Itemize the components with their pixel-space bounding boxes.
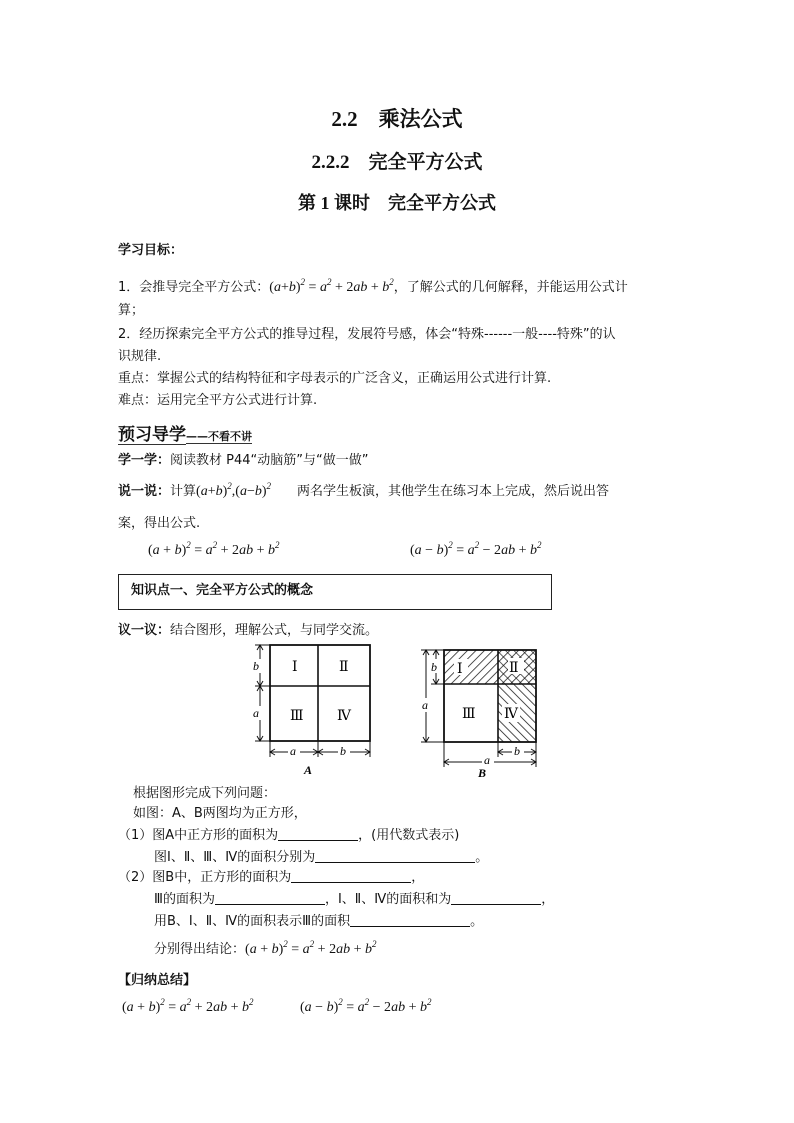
- question-1b-tail: 。: [475, 850, 489, 865]
- figure-b-region-3: Ⅲ: [462, 707, 476, 722]
- preview-subtitle: ——不看不讲: [186, 430, 252, 443]
- speak-line: [118, 481, 609, 503]
- objective-2-line2: 识规律.: [118, 349, 162, 364]
- figure-a-label-b-bottom: b: [340, 744, 346, 758]
- knowledge-box-title: 知识点一、完全平方公式的概念: [131, 583, 314, 598]
- question-2a-tail: ，: [411, 870, 425, 885]
- figure-b-label-b-bottom: b: [514, 744, 520, 758]
- preview-title: 预习导学: [118, 425, 186, 444]
- question-1a-text: （1）图A中正方形的面积为: [118, 828, 279, 843]
- objective-1-prefix: 1．会推导完全平方公式：: [118, 280, 270, 295]
- formula-sum: $(a + b)^2 = a^2 + 2ab + b^2$: [148, 540, 280, 558]
- figure-a-region-1: Ⅰ: [292, 660, 298, 675]
- figure-b-region-2: Ⅱ: [509, 661, 519, 676]
- objective-1-suffix: ，了解公式的几何解释，并能运用公式计: [393, 280, 628, 295]
- question-2a-text: （2）图B中，正方形的面积为: [118, 870, 292, 885]
- objective-1-cont: 算；: [118, 303, 145, 318]
- summary-heading: 【归纳总结】: [118, 973, 197, 988]
- difficulty: 难点：运用完全平方公式进行计算.: [118, 393, 318, 408]
- lesson-period-title: 第 1 课时 完全平方公式: [298, 193, 496, 213]
- speak-label: 说一说：: [118, 484, 171, 499]
- section-title: 2.2.2 完全平方公式: [311, 152, 483, 173]
- answer-blank-2c[interactable]: [350, 912, 470, 927]
- formula-diff: $(a - b)^2 = a^2 - 2ab + b^2$: [410, 540, 542, 558]
- objective-2-line1: 2．经历探索完全平方公式的推导过程，发展符号感，体会“特殊------一般----特殊”的认: [118, 327, 616, 342]
- figure-a: [248, 640, 378, 780]
- question-2c-tail: 。: [470, 914, 484, 929]
- study-text: 阅读教材 P44“动脑筋”与“做一做”: [170, 453, 369, 468]
- figure-a-region-2: Ⅱ: [339, 660, 349, 675]
- question-1a-tail: ，(用代数式表示): [358, 828, 460, 843]
- objectives-heading: 学习目标：: [118, 243, 184, 258]
- question-1b: [154, 847, 488, 869]
- speak-suffix: 两名学生板演，其他学生在练习本上完成，然后说出答: [297, 484, 610, 499]
- knowledge-box: [118, 574, 552, 610]
- question-2a: [118, 867, 424, 889]
- figure-a-label-a-bottom: a: [290, 744, 296, 758]
- discuss-line: [118, 620, 378, 642]
- questions-given: 如图：A、B两图均为正方形，: [133, 806, 307, 821]
- discuss-label: 议一议：: [118, 623, 171, 638]
- figure-b-label-a-bottom: a: [484, 753, 490, 767]
- discuss-text: 结合图形，理解公式，与同学交流。: [170, 623, 379, 638]
- answer-blank-1a[interactable]: [278, 826, 358, 841]
- conclusion-formula: $(a + b)^2 = a^2 + 2ab + b^2$: [245, 939, 377, 957]
- answer-blank-2b-1[interactable]: [215, 890, 325, 905]
- study-line: [118, 450, 368, 472]
- figure-a-region-3: Ⅲ: [290, 709, 304, 724]
- speak-expressions: $(a+b)^2,(a-b)^2$: [196, 481, 272, 499]
- figure-b-region-1: Ⅰ: [457, 662, 463, 677]
- questions-intro: 根据图形完成下列问题：: [133, 786, 277, 801]
- summary-formula-diff: $(a - b)^2 = a^2 - 2ab + b^2$: [300, 997, 432, 1015]
- key-point: 重点：掌握公式的结构特征和字母表示的广泛含义，正确运用公式进行计算.: [118, 371, 552, 386]
- figure-b-caption: B: [478, 766, 487, 780]
- answer-blank-1b[interactable]: [315, 848, 475, 863]
- summary-formula-sum: $(a + b)^2 = a^2 + 2ab + b^2$: [122, 997, 254, 1015]
- study-label: 学一学：: [118, 453, 171, 468]
- figure-a-label-b-left: b: [253, 659, 259, 673]
- figure-a-label-a-left: a: [253, 706, 259, 720]
- formula-sum-square: $(a+b)^2 = a^2 + 2ab + b^2$: [269, 277, 394, 295]
- conclusion-line: [154, 939, 376, 961]
- objective-1: [118, 277, 628, 299]
- question-2b-mid: ，Ⅰ、Ⅱ、Ⅳ的面积和为: [324, 892, 452, 907]
- question-2b-tail: ，: [541, 892, 555, 907]
- speak-line2: 案，得出公式.: [118, 516, 201, 531]
- figure-b: [418, 640, 548, 780]
- question-1b-text: 图Ⅰ、Ⅱ、Ⅲ、Ⅳ的面积分别为: [154, 850, 316, 865]
- answer-blank-2a[interactable]: [291, 868, 411, 883]
- preview-heading: [118, 420, 252, 445]
- question-2b-text: Ⅲ的面积为: [154, 892, 215, 907]
- figure-a-region-4: Ⅳ: [337, 709, 351, 724]
- figure-a-caption: A: [304, 763, 313, 777]
- question-2c: [154, 911, 483, 933]
- question-2c-text: 用B、Ⅰ、Ⅱ、Ⅳ的面积表示Ⅲ的面积: [154, 914, 351, 929]
- figure-b-region-4: Ⅳ: [504, 707, 518, 722]
- question-2b: [154, 889, 554, 911]
- figure-b-label-a-left: a: [422, 698, 428, 712]
- question-1a: [118, 825, 459, 847]
- speak-prefix: 计算: [170, 484, 197, 499]
- answer-blank-2b-2[interactable]: [451, 890, 541, 905]
- conclusion-label: 分别得出结论：: [154, 942, 246, 957]
- lesson-title: 2.2 乘法公式: [331, 107, 463, 131]
- figure-b-label-b-left: b: [431, 660, 437, 674]
